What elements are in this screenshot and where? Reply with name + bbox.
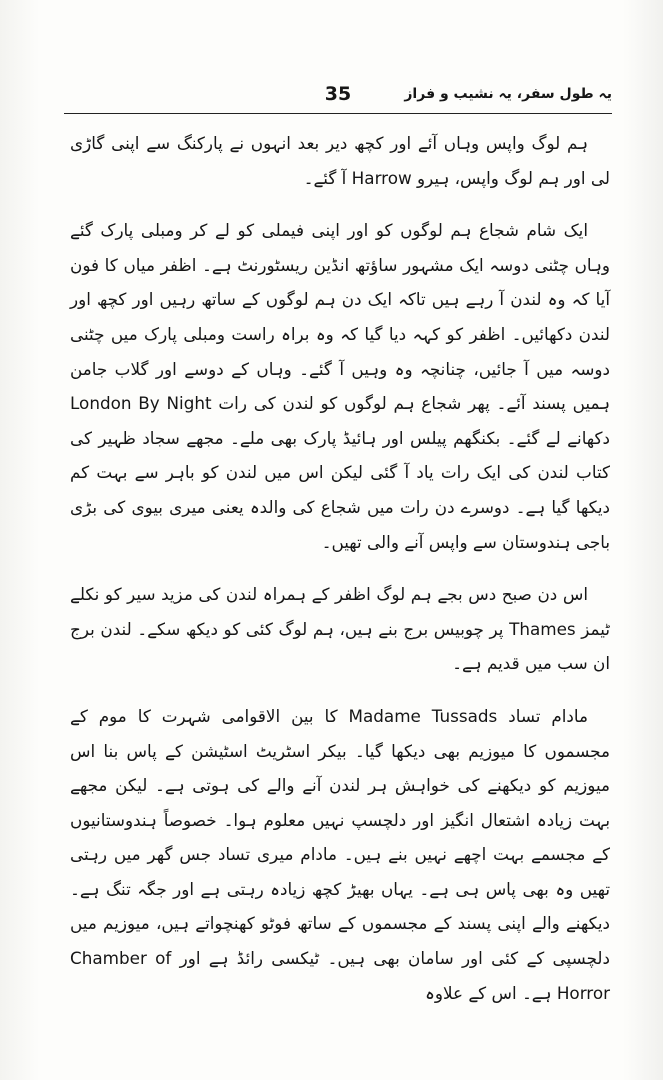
paragraph-3: اس دن صبح دس بجے ہم لوگ اظفر کے ہمراہ لندن کی مزید سیر کو نکلے ٹیمز Thames پر چوبیس برج بنے ہیں، ہم لوگ کئی کو دیکھ سکے۔ لندن برج ان سب میں قدیم ہے۔ [70,584,610,674]
page-body [70,126,610,1010]
paragraph-1: ہم لوگ واپس وہاں آئے اور کچھ دیر بعد انہوں نے پارکنگ سے اپنی گاڑی لی اور ہم لوگ واپس، ہیرو Harrow آ گئے۔ [70,133,610,188]
paragraph-2: ایک شام شجاع ہم لوگوں کو اور اپنی فیملی کو لے کر ومبلی پارک گئے وہاں چٹنی دوسہ ایک مشہور ساؤتھ انڈین ریسٹورنٹ ہے۔ اظفر میاں کا فون آیا کہ وہ لندن آ رہے ہیں تاکہ ایک دن ہم لوگوں کے ساتھ رہیں اور کچھ اور لندن دکھائیں۔ اظفر کو کہہ دیا گیا کہ وہ براہ راست ومبلی پارک میں چٹنی دوسہ میں آ جائیں، چنانچہ وہ وہیں آ گئے۔ وہاں کے دوسے اور گلاب جامن ہمیں پسند آئے۔ پھر شجاع ہم لوگوں کو لندن کی رات London By Night دکھانے لے گئے۔ بکنگھم پیلس اور ہائیڈ پارک بھی ملے۔ مجھے سجاد ظہیر کی کتاب لندن کی ایک رات یاد آ گئی لیکن اس میں لندن کو باہر سے بہت کم دیکھا گیا ہے۔ دوسرے دن رات میں شجاع کی والدہ یعنی میری بیوی کی بڑی باجی ہندوستان سے واپس آنے والی تھیں۔ [70,220,610,552]
header-rule [64,113,612,114]
page-header [64,80,612,116]
running-title: یہ طول سفر، یہ نشیب و فراز [404,86,612,102]
page-number: 35 [324,83,352,105]
paragraph-4: مادام تساد Madame Tussads کا بین الاقوامی شہرت کا موم کے مجسموں کا میوزیم بھی دیکھا گیا۔ بیکر اسٹریٹ اسٹیشن کے پاس بنا اس میوزیم کو دیکھنے کی خواہش ہر لندن آنے والے کی ہوتی ہے۔ لیکن مجھے بہت زیادہ اشتعال انگیز اور دلچسپ نہیں معلوم ہوا۔ خصوصاً ہندوستانیوں کے مجسمے بہت اچھے نہیں بنے ہیں۔ مادام میری تساد جس گھر میں رہتی تھیں وہ بھی پاس ہی ہے۔ یہاں بھیڑ کچھ زیادہ رہتی ہے اور جگہ تنگ ہے۔ دیکھنے والے اپنی پسند کے مجسموں کے ساتھ فوٹو کھنچواتے ہیں، میوزیم میں دلچسپی کے کئی اور سامان بھی ہیں۔ ٹیکسی رائڈ ہے اور Chamber of Horror ہے۔ اس کے علاوہ [70,705,610,1003]
